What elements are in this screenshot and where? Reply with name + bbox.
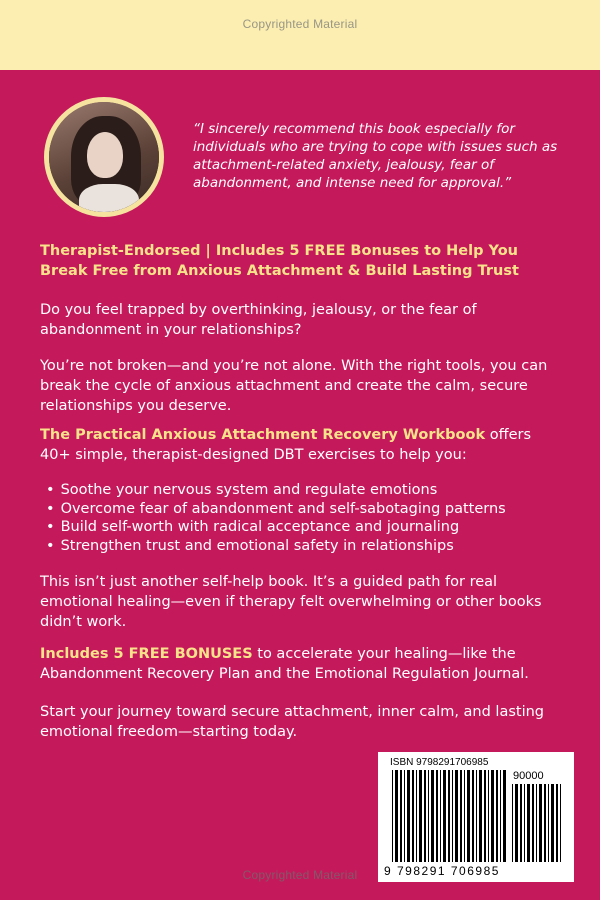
paragraph-5-text: to accelerate your healing—like the Abandonment Recovery Plan and the Emotional Regulation Journal. (40, 646, 529, 682)
paragraph-5 (40, 644, 565, 684)
paragraph-1: Do you feel trapped by overthinking, jealousy, or the fear of abandonment in your relationships? (40, 302, 477, 338)
paragraph-4: This isn’t just another self-help book. It’s a guided path for real emotional healing—even if therapy felt overwhelming or other books didn’t work. (40, 574, 542, 630)
paragraph-2: You’re not broken—and you’re not alone. With the right tools, you can break the cycle of anxious attachment and create the calm, secure relationships you deserve. (40, 358, 548, 414)
book-title: The Practical Anxious Attachment Recovery Workbook (40, 427, 486, 443)
list-item: • Soothe your nervous system and regulate emotions (46, 481, 566, 500)
price-code: 90000 (513, 770, 544, 782)
list-item: • Overcome fear of abandonment and self-sabotaging patterns (46, 500, 566, 519)
author-portrait (44, 97, 164, 217)
top-band (0, 0, 600, 70)
benefit-list (46, 481, 566, 555)
paragraph-3 (40, 425, 565, 465)
paragraph-3-text: offers 40+ simple, therapist-designed DBT exercises to help you: (40, 427, 532, 463)
testimonial-quote: “I sincerely recommend this book especially for individuals who are trying to cope with issues such as attachment-related anxiety, jealousy, fear of abandonment, and intense need for approval.” (193, 121, 558, 191)
isbn-digits: 9 798291 706985 (384, 864, 500, 878)
paragraph-6: Start your journey toward secure attachment, inner calm, and lasting emotional freedom—starting today. (40, 704, 545, 740)
list-item: • Strengthen trust and emotional safety in relationships (46, 537, 566, 556)
bonus-highlight: Includes 5 FREE BONUSES (40, 646, 253, 662)
addon-barcode-bars (512, 784, 564, 862)
isbn-barcode (378, 752, 574, 882)
barcode-bars (392, 770, 508, 862)
watermark-bottom: Copyrighted Material (242, 868, 358, 882)
list-item: • Build self-worth with radical acceptance and journaling (46, 518, 566, 537)
isbn-label: ISBN 9798291706985 (390, 757, 489, 768)
watermark-top: Copyrighted Material (242, 17, 358, 31)
headline: Therapist-Endorsed | Includes 5 FREE Bonuses to Help You Break Free from Anxious Attachment & Build Lasting Trust (40, 243, 519, 279)
